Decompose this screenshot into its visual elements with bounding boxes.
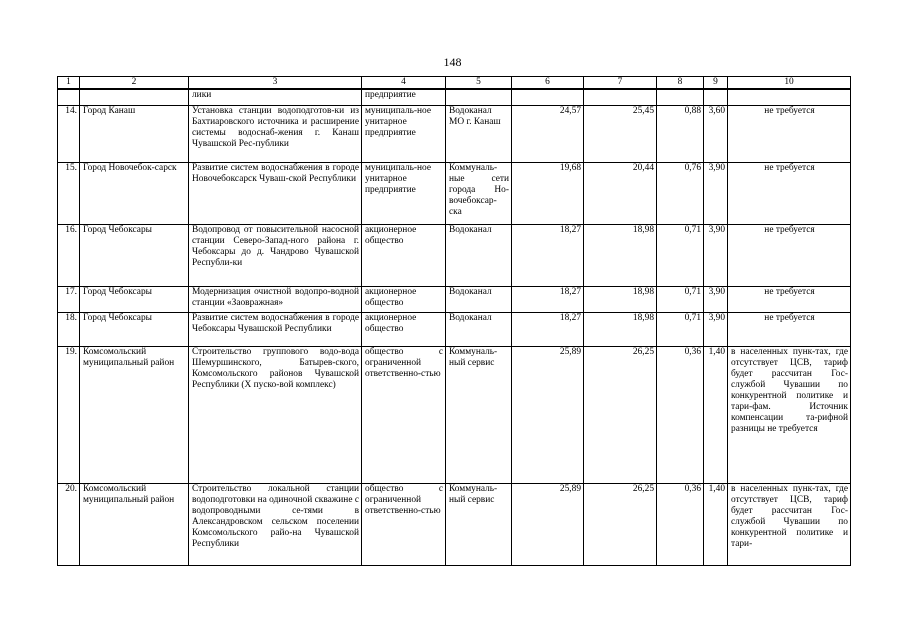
org-name-cell: Коммуналь-ные сети города Но-вочебоксар-ска	[446, 162, 512, 224]
column-number: 8	[657, 77, 704, 90]
territory-cell: Город Чебоксары	[80, 312, 189, 346]
value-cell-7: 18,98	[584, 312, 657, 346]
value-cell-6: 25,89	[512, 346, 584, 483]
value-cell-7: 20,44	[584, 162, 657, 224]
note-cell: в населенных пунк-тах, где отсутствует ЦСВ, тариф будет рассчитан Гос-службой Чувашии по конкурентной политике и тари-	[728, 483, 851, 565]
value-cell-8: 0,76	[657, 162, 704, 224]
column-number: 9	[704, 77, 728, 90]
org-form-cell: муниципаль-ное унитарное предприятие	[362, 162, 446, 224]
value-cell-6: 24,57	[512, 105, 584, 162]
value-cell-8: 0,71	[657, 312, 704, 346]
measure-cell: Установка станции водоподготов-ки из Бахтиаровского источника и расширение системы водоснаб-жения г. Канаш Чувашской Рес-публики	[189, 105, 362, 162]
column-number-row	[58, 77, 851, 90]
measure-cell: Развитие систем водоснабжения в городе Новочебоксарск Чуваш-ской Республики	[189, 162, 362, 224]
value-cell-9: 3,90	[704, 312, 728, 346]
row-number: 14.	[58, 105, 80, 162]
table-row	[58, 483, 851, 565]
org-form-cell: общество с ограниченной ответственно-стью	[362, 483, 446, 565]
value-cell-9: 3,90	[704, 224, 728, 286]
value-cell-8: 0,88	[657, 105, 704, 162]
continuation-row	[58, 89, 851, 105]
value-cell-7: 18,98	[584, 286, 657, 312]
org-form-cell: акционерное общество	[362, 224, 446, 286]
measure-cell: Развитие систем водоснабжения в городе Чебоксары Чувашской Республики	[189, 312, 362, 346]
continued-org-form: предприятие	[362, 89, 446, 105]
value-cell-6: 18,27	[512, 286, 584, 312]
value-cell-7: 26,25	[584, 483, 657, 565]
table-row	[58, 286, 851, 312]
column-number: 2	[80, 77, 189, 90]
note-cell: не требуется	[728, 286, 851, 312]
column-number: 1	[58, 77, 80, 90]
row-number: 17.	[58, 286, 80, 312]
table-row	[58, 312, 851, 346]
measure-cell: Модернизация очистной водопро-водной станции «Заовражная»	[189, 286, 362, 312]
row-number: 15.	[58, 162, 80, 224]
org-form-cell: акционерное общество	[362, 312, 446, 346]
org-name-cell: Водоканал	[446, 286, 512, 312]
org-name-cell: Водоканал МО г. Канаш	[446, 105, 512, 162]
value-cell-8: 0,36	[657, 346, 704, 483]
note-cell: не требуется	[728, 162, 851, 224]
value-cell-6: 18,27	[512, 224, 584, 286]
territory-cell: Город Новочебок-сарск	[80, 162, 189, 224]
value-cell-9: 3,60	[704, 105, 728, 162]
note-cell: не требуется	[728, 105, 851, 162]
measure-cell: Водопровод от повысительной насосной станции Северо-Запад-ного района г. Чебоксары до д. Чандрово Чувашской Республи-ки	[189, 224, 362, 286]
column-number: 7	[584, 77, 657, 90]
measure-cell: Строительство группового водо-вода Шемуршинского, Батырев-ского, Комсомольского районов Чувашской Республики (Х пуско-вой комплекс)	[189, 346, 362, 483]
page-number: 148	[443, 55, 462, 69]
column-number: 6	[512, 77, 584, 90]
program-table	[57, 76, 851, 566]
table-row	[58, 162, 851, 224]
table-row	[58, 224, 851, 286]
measure-cell: Строительство локальной станции водоподготовки на одиночной скважине с водопроводными се-тями в Александровском сельском поселении Комсомольского райо-на Чувашской Республики	[189, 483, 362, 565]
note-cell: не требуется	[728, 224, 851, 286]
value-cell-9: 3,90	[704, 286, 728, 312]
value-cell-8: 0,71	[657, 286, 704, 312]
org-form-cell: общество с ограниченной ответственно-стью	[362, 346, 446, 483]
org-form-cell: муниципаль-ное унитарное предприятие	[362, 105, 446, 162]
org-name-cell: Коммуналь-ный сервис	[446, 346, 512, 483]
column-number: 10	[728, 77, 851, 90]
column-number: 3	[189, 77, 362, 90]
row-number: 20.	[58, 483, 80, 565]
value-cell-6: 19,68	[512, 162, 584, 224]
value-cell-7: 25,45	[584, 105, 657, 162]
value-cell-9: 1,40	[704, 346, 728, 483]
territory-cell: Город Канаш	[80, 105, 189, 162]
value-cell-9: 1,40	[704, 483, 728, 565]
value-cell-6: 25,89	[512, 483, 584, 565]
value-cell-6: 18,27	[512, 312, 584, 346]
continued-measure: лики	[189, 89, 362, 105]
value-cell-7: 18,98	[584, 224, 657, 286]
org-name-cell: Водоканал	[446, 224, 512, 286]
table-row	[58, 105, 851, 162]
row-number: 19.	[58, 346, 80, 483]
org-name-cell: Водоканал	[446, 312, 512, 346]
territory-cell: Комсомольский муниципальный район	[80, 483, 189, 565]
row-number: 16.	[58, 224, 80, 286]
value-cell-9: 3,90	[704, 162, 728, 224]
row-number: 18.	[58, 312, 80, 346]
org-form-cell: акционерное общество	[362, 286, 446, 312]
territory-cell: Комсомольский муниципальный район	[80, 346, 189, 483]
value-cell-7: 26,25	[584, 346, 657, 483]
territory-cell: Город Чебоксары	[80, 286, 189, 312]
note-cell: не требуется	[728, 312, 851, 346]
territory-cell: Город Чебоксары	[80, 224, 189, 286]
column-number: 5	[446, 77, 512, 90]
column-number: 4	[362, 77, 446, 90]
org-name-cell: Коммуналь-ный сервис	[446, 483, 512, 565]
value-cell-8: 0,36	[657, 483, 704, 565]
value-cell-8: 0,71	[657, 224, 704, 286]
note-cell: в населенных пунк-тах, где отсутствует ЦСВ, тариф будет рассчитан Гос-службой Чувашии по конкурентной политике и тари-фам. Источник компенсации та-рифной разницы не требуется	[728, 346, 851, 483]
table-row	[58, 346, 851, 483]
